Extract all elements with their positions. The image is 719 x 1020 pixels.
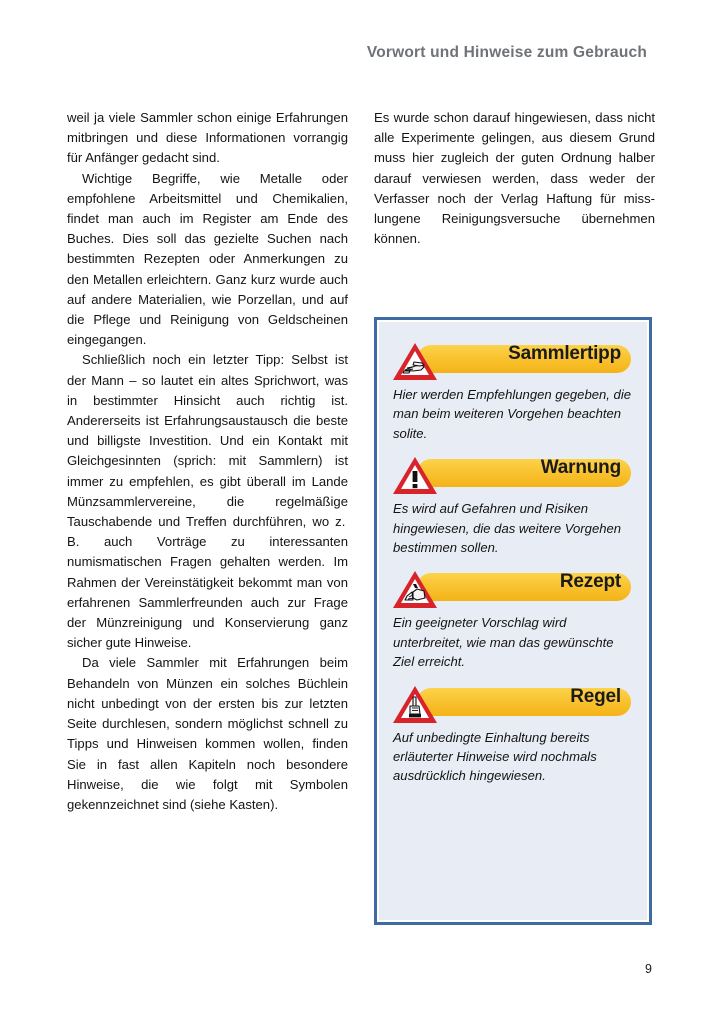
left-text-column [67, 108, 348, 815]
section-title: Sammlertipp [508, 343, 621, 364]
pointing-hand-warning-triangle-icon [391, 340, 439, 382]
section-description: Es wird auf Gefahren und Risiken hingewiesen, die das weitere Vorgehen bestimmen sollen. [393, 501, 622, 556]
legend-section-warnung [391, 454, 635, 557]
section-title: Warnung [540, 457, 621, 479]
section-header [391, 568, 635, 608]
section-header [391, 340, 635, 380]
section-title: Rezept [559, 571, 621, 593]
running-header: Vorwort und Hinweise zum Gebrauch [366, 44, 647, 61]
paragraph: Da viele Sammler mit Erfahrungen beim Behandeln von Münzen ein solches Büchlein nicht unbedingt von der ersten bis zur letzten Seite durchlesen, sondern möglichst schnell zu Tipps und Hinweisen kommen wollen, finden Sie in fast allen Kapiteln noch besondere Hinweise, die wie folgt mit Symbolen gekennzeichnet sind (siehe Kasten). [67, 655, 348, 812]
legend-section-sammlertipp [391, 340, 635, 443]
symbol-legend-box [374, 317, 652, 925]
pouring-bottle-warning-triangle-icon [391, 568, 439, 610]
paragraph: Schließlich noch ein letzter Tipp: Selbst ist der Mann – so lautet ein altes Sprichwort, was in bestimmter Hinsicht auch richtig ist. Andererseits ist Erfahrungsaustausch die beste und billigste Investition. Und ein Kontakt mit Gleichgesinnten (sprich: mit Sammlern) ist immer zu empfehlen, es gibt überall im Lande Münzsammlervereine, die regelmäßige Tauschabende und Treffen durchführen, wo z. B. auch Vorträge zu interessanten numismatischen Fragen gehalten werden. Im Rahmen der Vereinstätigkeit bekommt man von erfahrenen Sammlerfreunden auch zur Frage der Münzreinigung und Konservierung ganz sicher gute Hinweise. [67, 352, 348, 651]
right-text-column [374, 108, 655, 249]
section-description: Ein geeigneter Vorschlag wird unterbreitet, wie man das gewünschte Ziel erreicht. [393, 615, 614, 670]
section-header [391, 683, 635, 723]
paragraph: Es wurde schon darauf hingewiesen, dass nicht alle Experimente gelingen, aus diesem Grund muss hier zugleich der guten Ordnung halber darauf verwiesen werden, dass weder der Verfasser noch der Verlag Haftung für misslungene Reinigungsversuche übernehmen können. [374, 110, 655, 247]
legend-section-rezept [391, 568, 635, 671]
paragraph: weil ja viele Sammler schon einige Erfahrungen mitbringen und diese Informationen vorrangig für Anfänger gedacht sind. [67, 110, 348, 166]
page-number: 9 [645, 962, 652, 976]
exclamation-warning-triangle-icon [391, 454, 439, 496]
paragraph: Wichtige Begriffe, wie Metalle oder empfohlene Arbeitsmittel und Chemikalien, findet man auch im Register am Ende des Buches. Dies soll das gezielte Suchen nach bestimmten Rezepten oder Anmerkungen zu den Metallen erleichtern. Ganz kurz wurde auch auf andere Materialien, wie Porzellan, und auf die Pflege und Reinigung von Geldscheinen eingegangen. [67, 170, 348, 348]
section-header [391, 454, 635, 494]
legend-section-regel [391, 683, 635, 786]
section-description: Hier werden Empfehlungen gegeben, die man beim weiteren Vorgehen beachten solite. [393, 387, 632, 441]
raised-finger-warning-triangle-icon [391, 683, 439, 725]
section-description: Auf unbedingte Einhaltung bereits erläuterter Hinweise wird nochmals ausdrücklich hingewiesen. [393, 729, 597, 784]
section-title: Regel [570, 685, 621, 707]
